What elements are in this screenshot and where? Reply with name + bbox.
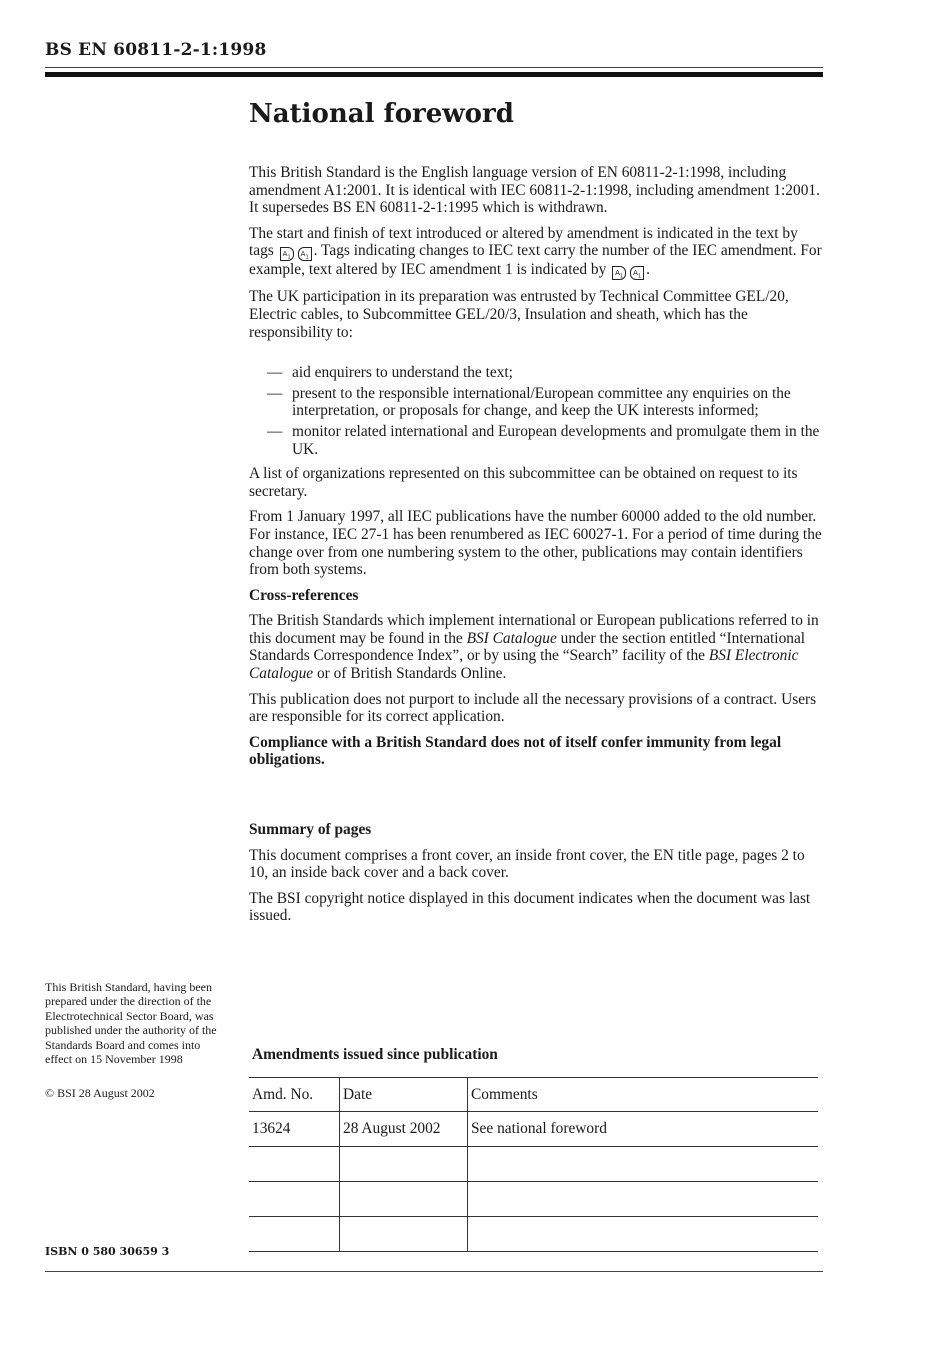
column-header-date: Date <box>340 1078 468 1112</box>
table-header-row <box>249 1078 818 1112</box>
amendments-table <box>249 1077 818 1252</box>
amd-no-cell <box>249 1182 340 1217</box>
cross-references-heading: Cross-references <box>249 586 359 604</box>
date-cell <box>340 1182 468 1217</box>
footer-rule <box>45 1271 823 1272</box>
paragraph-participation: The UK participation in its preparation was entrusted by Technical Committee GEL/20, Electric cables, to Subcommittee GEL/20/3, Insulation and sheath, which has the responsibility to: <box>249 288 789 341</box>
sidebar <box>45 980 230 1101</box>
amd-no-cell <box>249 1147 340 1182</box>
paragraph-organizations: A list of organizations represented on this subcommittee can be obtained on request to its secretary. <box>249 465 798 500</box>
amendment-start-tag-icon: $A_1$ <box>280 247 294 261</box>
paragraph-numbering: From 1 January 1997, all IEC publications have the number 60000 added to the old number. For instance, IEC 27-1 has been renumbered as IEC 60027-1. For a period of time during the change over from one numbering system to the other, publications may contain identifiers from both systems. <box>249 508 822 579</box>
date-cell <box>340 1217 468 1252</box>
paragraph-amendment-tags: The start and finish of text introduced or altered by amendment is indicated in the text by tags $A_1$ $A_1$ . Tags indicating changes to IEC text carry the number of the IEC amendment. For example, text altered by IEC amendment 1 is indicated by $A_1$ $A_1$ . <box>249 224 822 280</box>
publication-note: This British Standard, having been prepared under the direction of the Electrotechnical Sector Board, was published under the authority of the Standards Board and comes into effect on 15 November 1998 <box>45 980 217 1067</box>
responsibility-list <box>249 364 824 458</box>
table-row <box>249 1112 818 1147</box>
header-rule-thick <box>45 72 823 77</box>
table-row <box>249 1217 818 1252</box>
copyright-notice: © BSI 28 August 2002 <box>45 1086 155 1101</box>
comments-cell <box>468 1182 819 1217</box>
date-cell <box>340 1147 468 1182</box>
iec-amendment-end-tag-icon: $A_1$ <box>630 266 644 280</box>
amd-no-cell: 13624 <box>249 1112 340 1147</box>
page-title: National foreword <box>249 99 514 129</box>
column-header-amd-no: Amd. No. <box>249 1078 340 1112</box>
list-item: — monitor related international and European developments and promulgate them in the UK. <box>267 422 820 458</box>
date-cell: 28 August 2002 <box>340 1112 468 1147</box>
iec-amendment-start-tag-icon: $A_1$ <box>612 266 626 280</box>
comments-cell <box>468 1147 819 1182</box>
paragraph-provisions: This publication does not purport to include all the necessary provisions of a contract. Users are responsible for its correct application. <box>249 690 817 726</box>
comments-cell: See national foreword <box>468 1112 819 1147</box>
column-header-comments: Comments <box>468 1078 819 1112</box>
paragraph-edition: This British Standard is the English language version of EN 60811-2-1:1998, including amendment A1:2001. It is identical with IEC 60811-2-1:1998, including amendment 1:2001. It supersedes BS EN 60811-2-1:1995 which is withdrawn. <box>249 164 820 217</box>
table-row <box>249 1182 818 1217</box>
list-item: — present to the responsible international/European committee any enquiries on the interpretation, or proposals for change, and keep the UK interests informed; <box>267 384 791 420</box>
isbn: ISBN 0 580 30659 3 <box>45 1245 170 1258</box>
amd-no-cell <box>249 1217 340 1252</box>
foreword-body <box>249 164 824 933</box>
summary-heading: Summary of pages <box>249 821 372 839</box>
standard-number: BS EN 60811-2-1:1998 <box>45 40 267 60</box>
paragraph-cross-references: The British Standards which implement international or European publications referred to in this document may be found in the BSI Catalogue under the section entitled “International Standards Correspondence Index”, or by using the “Search” facility of the BSI Electronic Catalogue or of British Standards Online. <box>249 612 819 683</box>
paragraph-summary: This document comprises a front cover, an inside front cover, the EN title page, pages 2 to 10, an inside back cover and a back cover. <box>249 846 805 882</box>
comments-cell <box>468 1217 819 1252</box>
compliance-statement: Compliance with a British Standard does not of itself confer immunity from legal obligations. <box>249 733 782 769</box>
list-item: — aid enquirers to understand the text; <box>267 364 513 382</box>
paragraph-copyright-notice: The BSI copyright notice displayed in this document indicates when the document was last issued. <box>249 889 811 925</box>
amendment-end-tag-icon: $A_1$ <box>298 247 312 261</box>
amendments-title: Amendments issued since publication <box>252 1046 498 1063</box>
header-rule-thin <box>45 67 823 68</box>
table-row <box>249 1147 818 1182</box>
